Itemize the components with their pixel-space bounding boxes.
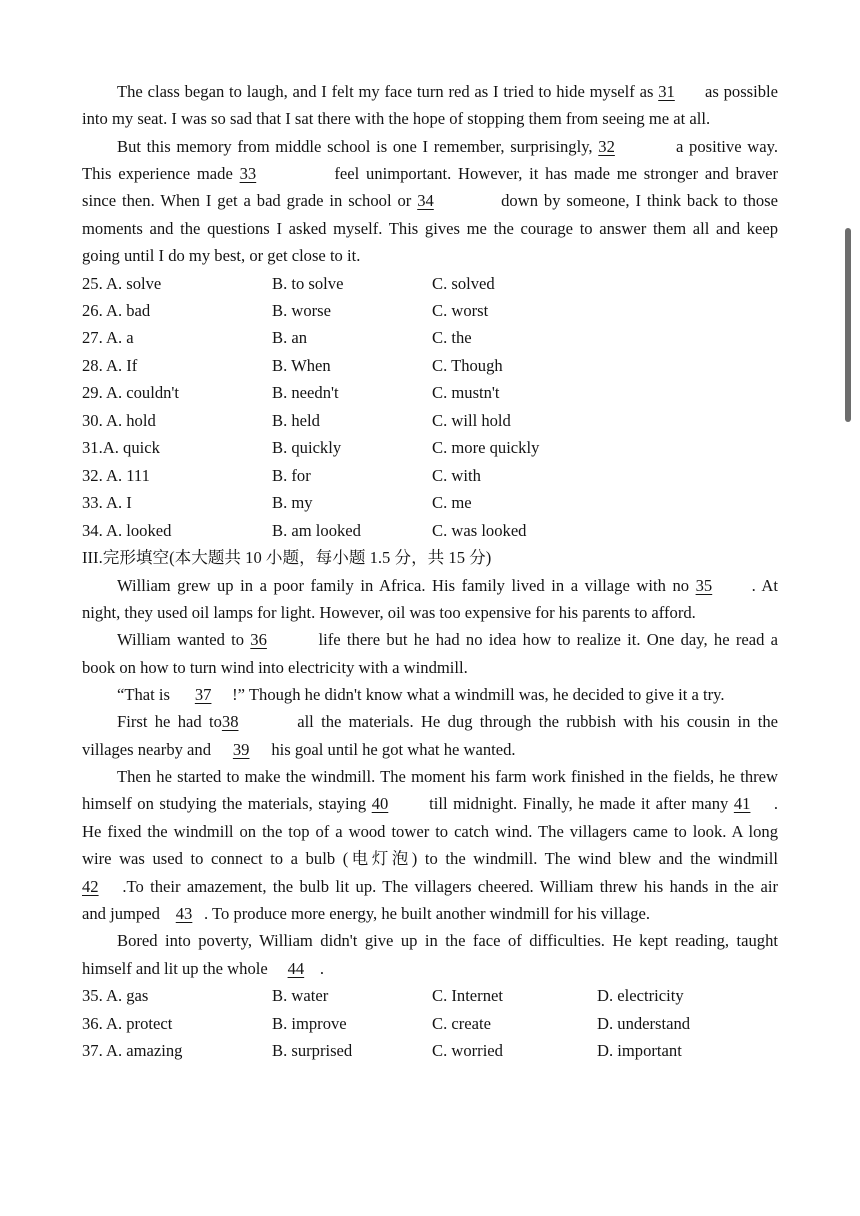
option-c: C. will hold [432,411,511,430]
option-a: 31.A. quick [82,438,160,457]
vertical-scrollbar[interactable] [845,228,851,422]
option-c: C. was looked [432,521,527,540]
passage-line: He fixed the windmill on the top of a wood tower to catch wind. The villagers came to look. A long [82,822,778,841]
option-b: B. to solve [272,274,344,293]
option-c: C. worst [432,301,489,320]
passage-line: The class began to laugh, and I felt my face turn red as I tried to hide myself as 31 as possible [117,82,779,101]
option-a: 32. A. 111 [82,466,150,485]
option-a: 30. A. hold [82,411,156,430]
passage-line: But this memory from middle school is one I remember, surprisingly, 32 a positive way. [117,137,778,156]
blank-34: 34 [417,191,434,210]
option-b: B. my [272,493,313,512]
option-b: B. am looked [272,521,361,540]
option-row [82,328,782,348]
option-c: C. create [432,1014,491,1033]
passage-line: night, they used oil lamps for light. However, oil was too expensive for his parents to afford. [82,603,696,622]
blank-33: 33 [239,164,257,183]
option-b: B. an [272,328,308,347]
blank-40: 40 [371,794,389,813]
blank-31: 31 [658,82,675,101]
option-a: 26. A. bad [82,301,151,320]
passage-line: William grew up in a poor family in Africa. His family lived in a village with no 35 . At [117,576,778,595]
option-c: C. Internet [432,986,503,1005]
passage-line: and jumped 43 . To produce more energy, he built another windmill for his village. [82,904,651,923]
blank-32: 32 [598,137,615,156]
option-row [82,521,782,541]
passage-line: himself and lit up the whole 44 . [82,959,325,978]
option-a: 36. A. protect [82,1014,173,1033]
option-row [82,438,782,458]
option-row [82,274,782,294]
option-b: B. surprised [272,1041,353,1060]
passage-line: This experience made 33 feel unimportant. However, it has made me stronger and braver [82,164,779,183]
passage-line: villages nearby and 39 his goal until he got what he wanted. [82,740,516,759]
passage-line: First he had to38 all the materials. He dug through the rubbish with his cousin in the [117,712,778,731]
section-title: III.完形填空(本大题共 10 小题，每小题 1.5 分，共 15 分) [82,548,492,567]
option-b: B. for [272,466,311,485]
passage-line: Then he started to make the windmill. The moment his farm work finished in the fields, he threw [117,767,778,786]
blank-43: 43 [175,904,193,923]
option-a: 35. A. gas [82,986,149,1005]
option-row [82,493,782,513]
option-c: C. worried [432,1041,503,1060]
passage-line: moments and the questions I asked myself. This gives me the courage to answer them all and keep [82,219,778,238]
option-c: C. more quickly [432,438,540,457]
passage-line: Bored into poverty, William didn't give up in the face of difficulties. He kept reading, taught [117,931,778,950]
passage-line: wire was used to connect to a bulb (电灯泡) to the windmill. The wind blew and the windmill [82,849,778,868]
option-row [82,383,782,403]
option-a: 34. A. looked [82,521,172,540]
option-d: D. electricity [597,986,684,1005]
passage-line: going until I do my best, or get close to it. [82,246,361,265]
option-b: B. quickly [272,438,342,457]
option-row [82,356,782,376]
option-a: 28. A. If [82,356,138,375]
blank-42: 42 [82,877,99,896]
option-c: C. with [432,466,481,485]
option-a: 27. A. a [82,328,134,347]
option-b: B. worse [272,301,331,320]
blank-37: 37 [194,685,212,704]
option-c: C. mustn't [432,383,500,402]
blank-35: 35 [695,576,713,595]
passage-line: book on how to turn wind into electricity with a windmill. [82,658,468,677]
option-b: B. When [272,356,331,375]
option-b: B. needn't [272,383,339,402]
passage-line: since then. When I get a bad grade in school or 34 down by someone, I think back to those [82,191,778,210]
option-c: C. solved [432,274,495,293]
option-a: 37. A. amazing [82,1041,183,1060]
option-c: C. the [432,328,472,347]
option-row [82,1014,782,1034]
option-row [82,986,782,1006]
passage-line: William wanted to 36 life there but he had no idea how to realize it. One day, he read a [117,630,778,649]
option-b: B. water [272,986,329,1005]
option-d: D. understand [597,1014,691,1033]
blank-41: 41 [733,794,751,813]
option-a: 25. A. solve [82,274,162,293]
blank-44: 44 [287,959,305,978]
passage-line: himself on studying the materials, staying 40 till midnight. Finally, he made it after many 41 . [82,794,778,813]
option-a: 33. A. I [82,493,132,512]
blank-36: 36 [250,630,267,649]
option-a: 29. A. couldn't [82,383,180,402]
option-c: C. Though [432,356,503,375]
blank-38: 38 [221,712,239,731]
blank-39: 39 [232,740,250,759]
option-row [82,1041,782,1061]
option-row [82,301,782,321]
option-row [82,466,782,486]
passage-line: “That is 37 !” Though he didn't know what a windmill was, he decided to give it a try. [117,685,725,704]
option-c: C. me [432,493,472,512]
passage-line: 42 .To their amazement, the bulb lit up. The villagers cheered. William threw his hands in the air [82,877,778,896]
option-b: B. held [272,411,320,430]
option-row [82,411,782,431]
option-b: B. improve [272,1014,347,1033]
option-d: D. important [597,1041,682,1060]
passage-line: into my seat. I was so sad that I sat there with the hope of stopping them from seeing me at all. [82,109,711,128]
